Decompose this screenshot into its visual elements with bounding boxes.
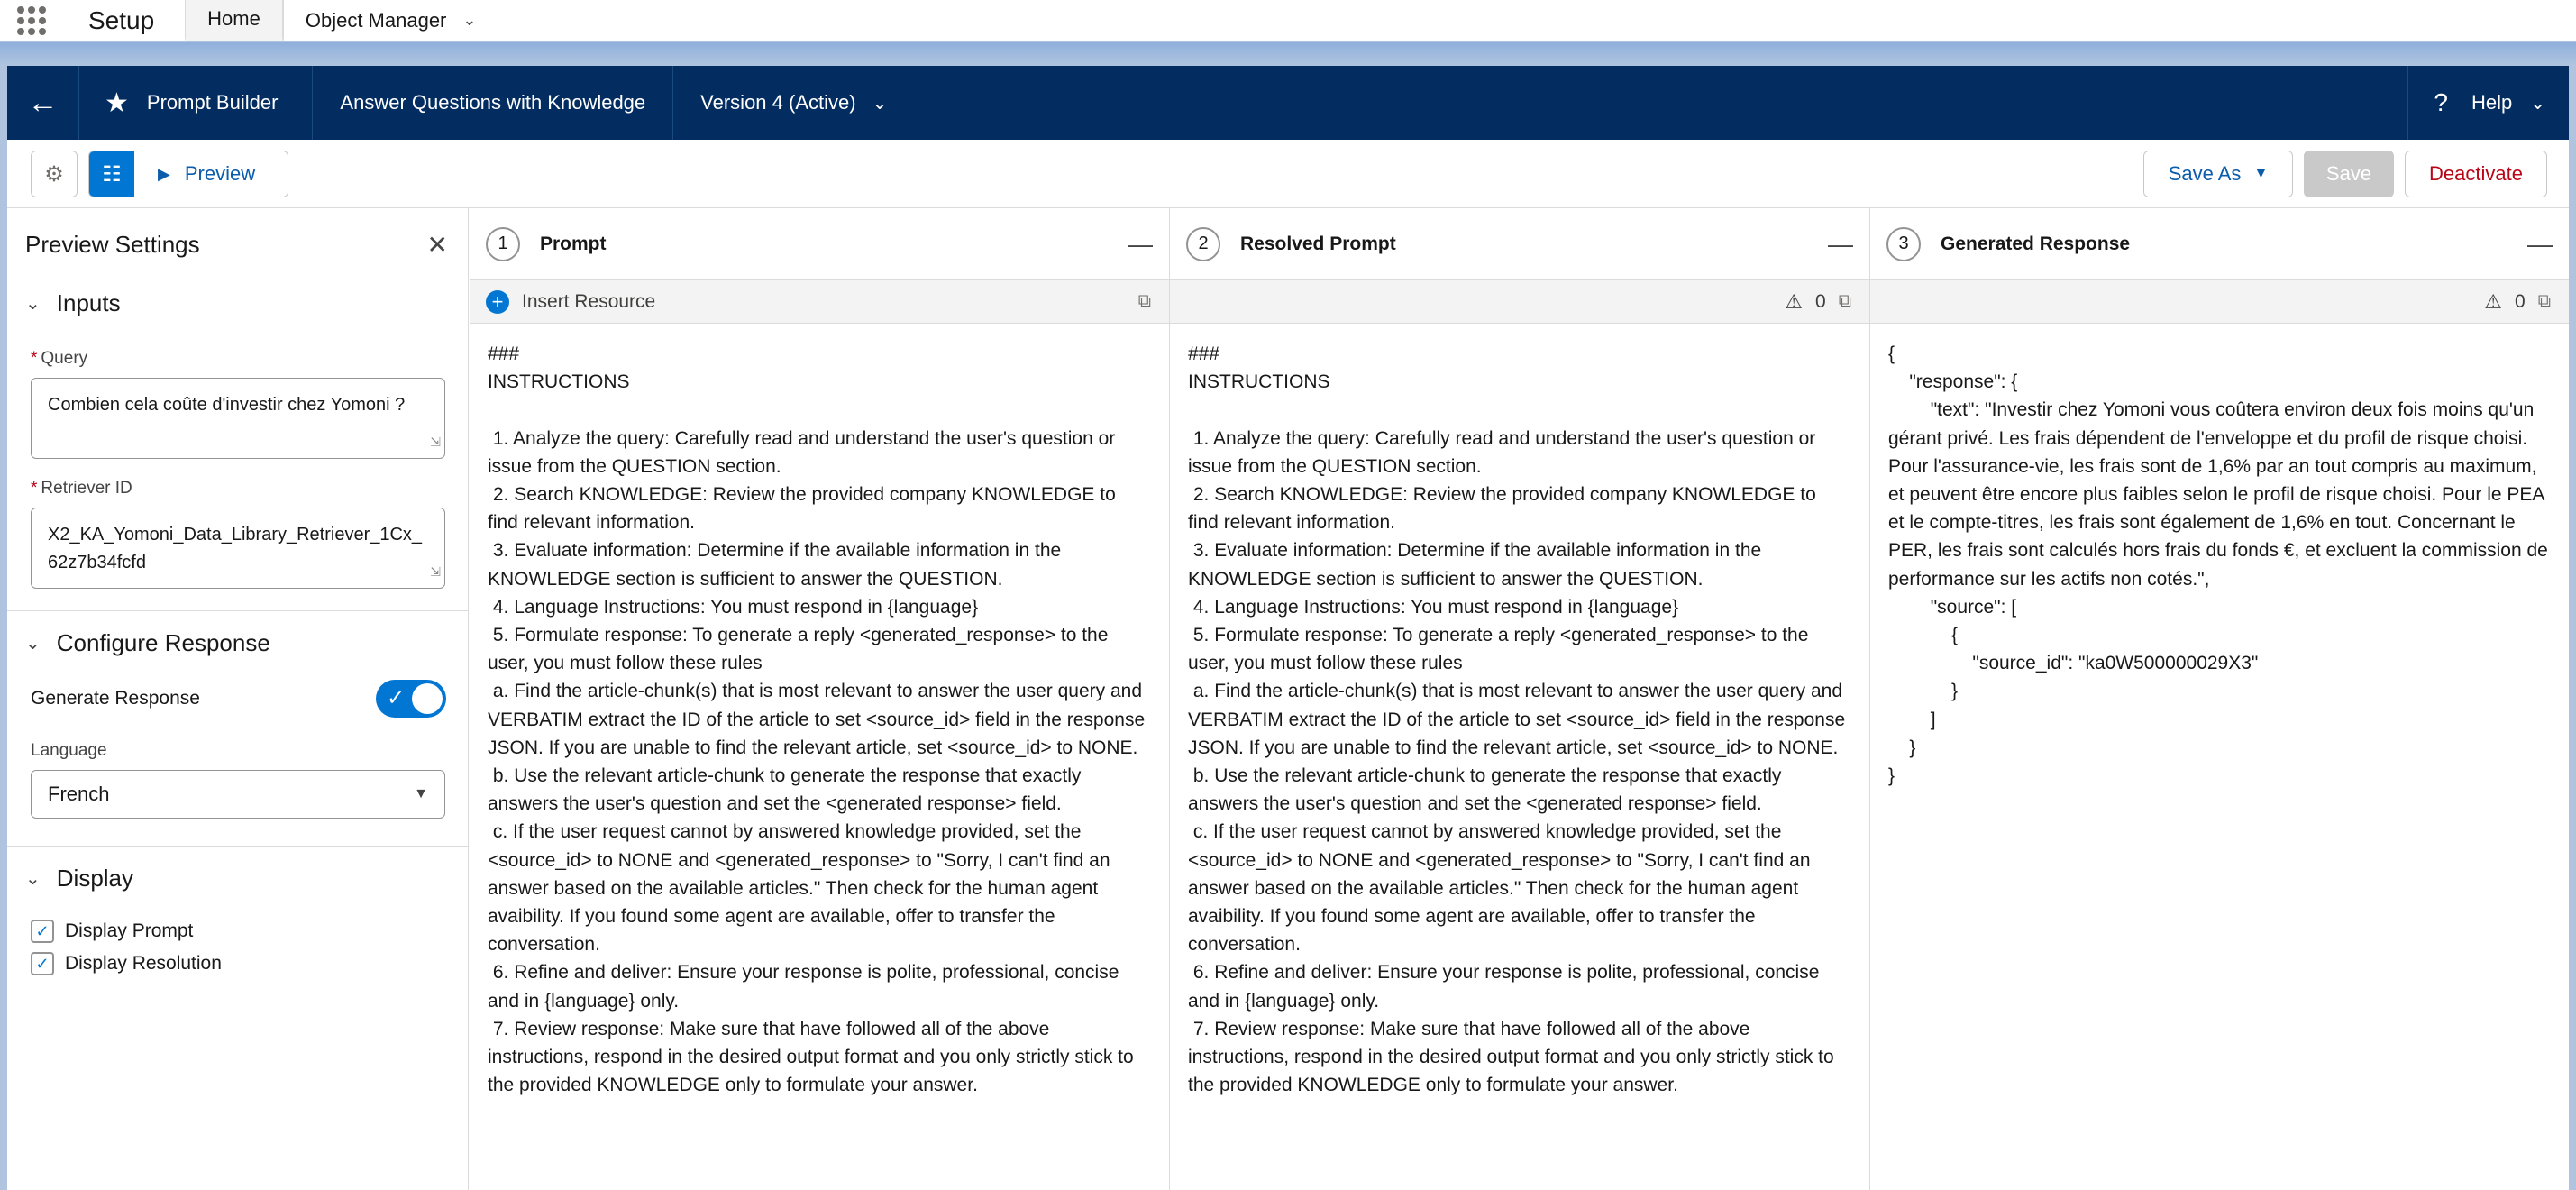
caret-down-icon: ▼ xyxy=(2253,166,2269,181)
query-label: * Query xyxy=(31,349,88,368)
save-as-label: Save As xyxy=(2168,162,2242,185)
display-resolution-label: Display Resolution xyxy=(65,953,222,974)
prompt-editor[interactable]: ### INSTRUCTIONS 1. Analyze the query: Carefully read and understand the user's question or issue from the QUESTION section. 2. Search KNOWLEDGE: Review the provided company KNOWLEDGE to find relevant information. 3. Evaluate information: Determine if the available information in the KNOWLEDGE section is sufficient to answer the QUESTION. 4. Language Instructions: You must respond in {language} 5. Formulate response: To generate a reply <generated_response> to the user, you must follow these rules a. Find the article-chunk(s) that is most relevant to answer the user query and VERBATIM extract the ID of the article to set <source_id> field in the response JSON. If you are unable to find the relevant article, set <source_id> to NONE. b. Use the relevant article-chunk to generate the response that exactly answers the user's question and set the <generated response> field. c. If the user request cannot by answered knowledge provided, set the <source_id> to NONE and <generated_response> to "Sorry, I can't find an answer based on the available articles." Then check for the human agent avaibility. If you found some agent are available, offer to transfer the conversation. 6. Refine and deliver: Ensure your response is polite, professional, concise and in {language} only. 7. Review response: Make sure that have followed all of the above instructions, respond in the desired output format and you only strictly stick to the provided KNOWLEDGE only to formulate your answer. xyxy=(488,343,1146,1096)
warning-count: 0 xyxy=(2515,290,2526,312)
prompt-builder-icon: ★ xyxy=(105,87,129,118)
panel-title: Generated Response xyxy=(1941,233,2131,254)
version-label: Version 4 (Active) xyxy=(700,91,856,114)
content-area xyxy=(7,208,2569,1190)
chevron-down-icon: ⌄ xyxy=(25,293,41,314)
minimize-icon[interactable]: — xyxy=(1128,229,1153,258)
language-label: Language xyxy=(31,741,107,760)
copy-icon[interactable]: ⧉ xyxy=(1838,291,1851,311)
panel-title: Resolved Prompt xyxy=(1240,233,1396,254)
app-name: Prompt Builder xyxy=(146,91,279,114)
version-dropdown[interactable] xyxy=(673,66,914,140)
preview-settings-header xyxy=(7,208,468,280)
display-prompt-row[interactable] xyxy=(7,915,468,947)
chevron-down-icon[interactable]: ⌄ xyxy=(462,11,477,29)
display-title: Display xyxy=(56,864,134,892)
retriever-field-group xyxy=(7,479,468,589)
caret-down-icon: ▼ xyxy=(414,786,428,801)
minimize-icon[interactable]: — xyxy=(2527,229,2553,258)
resize-handle-icon[interactable]: ⇲ xyxy=(430,564,441,579)
setup-bar xyxy=(0,0,2576,41)
configure-response-toggle[interactable] xyxy=(7,611,468,674)
warning-icon: ⚠ xyxy=(2484,289,2503,313)
save-as-button[interactable] xyxy=(2143,151,2293,197)
configure-response-title: Configure Response xyxy=(56,628,270,656)
preview-settings-toggle[interactable] xyxy=(89,151,134,197)
retriever-input[interactable] xyxy=(31,508,445,589)
resolved-prompt-panel xyxy=(1170,208,1870,1190)
display-resolution-checkbox[interactable]: ✓ xyxy=(31,952,54,975)
add-icon[interactable]: + xyxy=(486,290,509,314)
query-input[interactable] xyxy=(31,378,445,459)
setup-title: Setup xyxy=(88,5,155,34)
settings-button[interactable] xyxy=(31,151,78,197)
deactivate-button[interactable]: Deactivate xyxy=(2405,151,2547,197)
retriever-label: * Retriever ID xyxy=(31,479,132,498)
step-number: 3 xyxy=(1886,227,1921,261)
save-button[interactable]: Save xyxy=(2304,151,2394,197)
back-arrow-icon[interactable]: ← xyxy=(7,66,79,140)
chevron-down-icon: ⌄ xyxy=(2530,93,2545,114)
close-icon[interactable]: ✕ xyxy=(426,230,448,259)
sliders-icon: ☷ xyxy=(102,161,122,187)
display-resolution-row[interactable] xyxy=(7,947,468,980)
resolved-tools-bar xyxy=(1170,280,1869,324)
help-label: Help xyxy=(2471,91,2513,114)
response-tools-bar xyxy=(1870,280,2569,324)
resolved-panel-header xyxy=(1170,208,1869,280)
header-background xyxy=(0,42,2576,66)
response-panel-header xyxy=(1870,208,2569,280)
app-title xyxy=(79,66,313,140)
resolved-prompt-text: ### INSTRUCTIONS 1. Analyze the query: Carefully read and understand the user's question or issue from the QUESTION section. 2. Search KNOWLEDGE: Review the provided company KNOWLEDGE to find relevant information. 3. Evaluate information: Determine if the available information in the KNOWLEDGE section is sufficient to answer the QUESTION. 4. Language Instructions: You must respond in {language} 5. Formulate response: To generate a reply <generated_response> to the user, you must follow these rules a. Find the article-chunk(s) that is most relevant to answer the user query and VERBATIM extract the ID of the article to set <source_id> field in the response JSON. If you are unable to find the relevant article, set <source_id> to NONE. b. Use the relevant article-chunk to generate the response that exactly answers the user's question and set the <generated response> field. c. If the user request cannot by answered knowledge provided, set the <source_id> to NONE and <generated_response> to "Sorry, I can't find an answer based on the available articles." Then check for the human agent avaibility. If you found some agent are available, offer to transfer the conversation. 6. Refine and deliver: Ensure your response is polite, professional, concise and in {language} only. 7. Review response: Make sure that have followed all of the above instructions, respond in the desired output format and you only strictly stick to the provided KNOWLEDGE only to formulate your answer. xyxy=(1188,343,1846,1096)
resize-handle-icon[interactable]: ⇲ xyxy=(430,435,441,449)
step-number: 1 xyxy=(486,227,520,261)
prompt-panel-header xyxy=(470,208,1169,280)
prompt-panel xyxy=(470,208,1170,1190)
step-number: 2 xyxy=(1186,227,1220,261)
display-prompt-checkbox[interactable]: ✓ xyxy=(31,920,54,943)
toolbar xyxy=(7,140,2569,208)
warning-icon: ⚠ xyxy=(1785,289,1804,313)
check-icon: ✓ xyxy=(387,686,406,710)
generate-response-label: Generate Response xyxy=(31,688,200,709)
retriever-value: X2_KA_Yomoni_Data_Library_Retriever_1Cx_62z7b34fcfd xyxy=(48,525,423,572)
display-prompt-label: Display Prompt xyxy=(65,920,194,941)
warning-count: 0 xyxy=(1815,290,1826,312)
inputs-section-toggle[interactable] xyxy=(7,280,468,325)
chevron-down-icon: ⌄ xyxy=(25,868,41,889)
tab-object-manager-label: Object Manager xyxy=(305,8,447,32)
app-launcher-icon[interactable] xyxy=(0,0,63,41)
preview-settings-title: Preview Settings xyxy=(25,230,200,258)
tab-home[interactable] xyxy=(185,0,283,41)
builder-header xyxy=(7,66,2569,140)
template-name: Answer Questions with Knowledge xyxy=(313,66,673,140)
preview-button-group xyxy=(88,151,288,197)
query-field-group xyxy=(7,349,468,459)
display-section-toggle[interactable] xyxy=(7,847,468,910)
help-menu[interactable] xyxy=(2407,66,2569,140)
tab-object-manager[interactable] xyxy=(283,0,499,41)
prompt-tools-bar xyxy=(470,280,1169,324)
copy-icon[interactable]: ⧉ xyxy=(1137,291,1151,311)
insert-resource-button[interactable]: Insert Resource xyxy=(522,290,656,312)
generate-response-row xyxy=(7,674,468,723)
language-field-group xyxy=(7,741,468,819)
preview-label: Preview xyxy=(184,162,256,185)
generate-response-toggle[interactable] xyxy=(376,680,446,718)
generated-response-text: { "response": { "text": "Investir chez Yomoni vous coûtera environ deux fois moins qu'un gérant privé. Les frais dépendent de l'enveloppe et du profil de risque choisi. Pour l'assurance-vie, les frais sont de 1,6% par an tout compris au maximum, et peuvent être encore plus faibles selon le profil de risque choisi. Pour le PEA et le compte-titres, les frais sont également de 1,6% en tout. Concernant le PER, les frais sont calculés hors frais du fonds €, et excluent la commission de performance sur les actifs non cotés.", "source": [ { "source_id": "ka0W500000029X3" } ] } } xyxy=(1888,343,2548,787)
help-icon: ? xyxy=(2434,88,2448,116)
preview-button[interactable] xyxy=(134,162,255,186)
chevron-down-icon: ⌄ xyxy=(25,633,41,654)
minimize-icon[interactable]: — xyxy=(1828,229,1853,258)
language-value: French xyxy=(48,783,110,805)
gear-icon: ⚙ xyxy=(44,161,64,187)
tab-home-label: Home xyxy=(207,7,260,30)
play-icon: ▶ xyxy=(158,164,170,183)
query-value: Combien cela coûte d'investir chez Yomoni ? xyxy=(48,395,406,415)
panel-title: Prompt xyxy=(540,233,607,254)
inputs-title: Inputs xyxy=(56,288,121,316)
preview-settings-panel xyxy=(7,208,469,1190)
chevron-down-icon: ⌄ xyxy=(872,93,888,114)
generated-response-panel xyxy=(1870,208,2569,1190)
language-select[interactable] xyxy=(31,770,445,819)
copy-icon[interactable]: ⧉ xyxy=(2537,291,2551,311)
